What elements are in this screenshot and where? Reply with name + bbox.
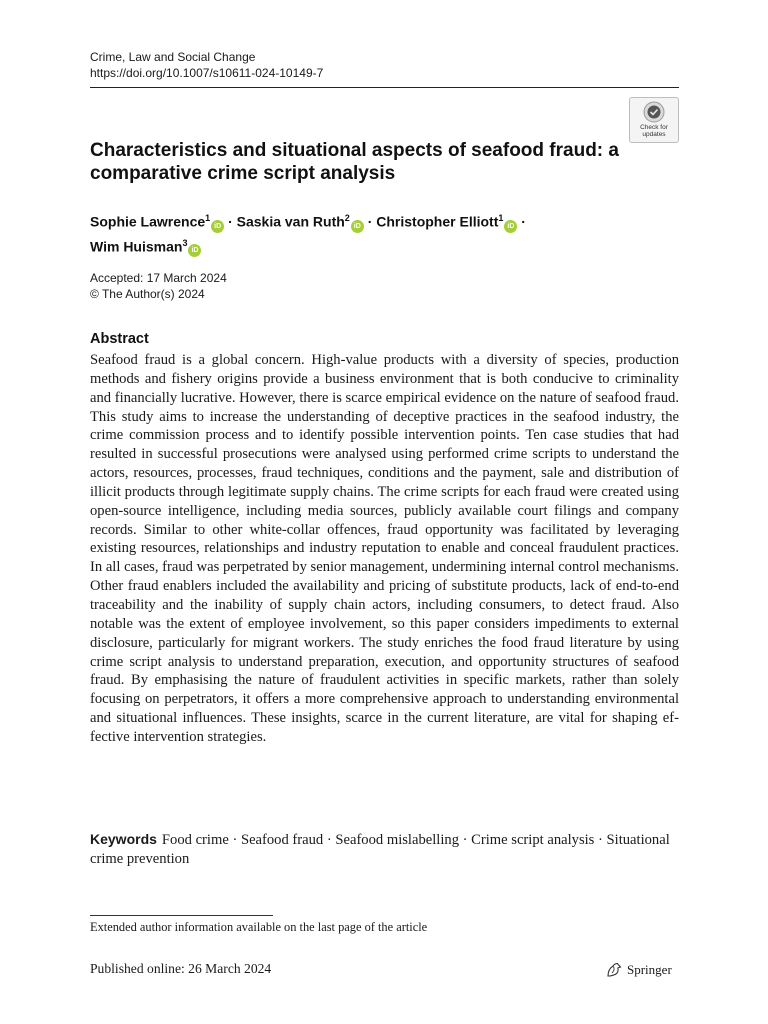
publisher-name: Springer xyxy=(627,962,672,977)
orcid-icon[interactable]: iD xyxy=(504,220,517,233)
springer-logo xyxy=(605,961,672,979)
affiliation-mark: 3 xyxy=(182,237,188,248)
author-name: Wim Huisman xyxy=(90,238,183,255)
abstract-heading: Abstract xyxy=(90,331,149,347)
article-title: Characteristics and situational aspects of seafood fraud: a comparative crime script analysis xyxy=(90,140,619,184)
orcid-icon[interactable]: iD xyxy=(188,244,201,257)
doi-link[interactable]: https://doi.org/10.1007/s10611-024-10149-7 xyxy=(90,66,324,80)
orcid-icon[interactable]: iD xyxy=(351,220,364,233)
header-rule xyxy=(90,87,679,88)
journal-name: Crime, Law and Social Change xyxy=(90,50,256,64)
footnote-rule xyxy=(90,915,273,916)
author-list xyxy=(90,208,650,257)
author-separator: · xyxy=(521,213,526,230)
check-updates-label: Check for updates xyxy=(640,124,668,138)
abstract-text: Seafood fraud is a global concern. High-value products with a diversity of species, production methods and fishery origins provide a business environment that is both conducive to criminality and financially lucrative. However, there is scarce empirical evidence on the nature of seafood fraud. This study aims to increase the understanding of deceptive practices in the seafood industry, the crime commission process and to identify possible intervention points. Ten case studies that had resulted in successful prosecutions were analysed using performed crime scripts to understand the actors, resources, processes, fraud techniques, conditions and the payment, sale and distribution of illicit products through legitimate supply chains. The crime scripts for each fraud were created using open-source intelligence, including media sources, publicly available court filings and company records. Similar to other white-collar offences, fraud opportunity was facilitated by leveraging existing resources, relationships and industry reputation to enable and conceal fraudulent practices. In all cases, fraud was perpetrated by senior management, undermining internal control mechanisms. Other fraud enablers included the availability and pricing of substitute products, lack of end-to-end traceability and the inability of supply chain actors, including consumers, to detect fraud. Also notable was the extent of employee involvement, so this paper considers impediments to external disclosure, particularly for migrant workers. The study enriches the food fraud literature by using crime script analysis to understand preparation, execution, and opportunity structures of seafood fraud. By emphasising the nature of fraudulent activities in specific markets, rather than solely focusing on perpetrators, it offers a more comprehensive approach to understanding environmental and situational influences. These insights, scarce in the current literature, are vital for shaping effective intervention strategies. xyxy=(90,352,679,745)
orcid-icon[interactable]: iD xyxy=(211,220,224,233)
author-name: Sophie Lawrence xyxy=(90,213,206,230)
accepted-date: Accepted: 17 March 2024 xyxy=(90,271,227,285)
copyright-notice: © The Author(s) 2024 xyxy=(90,287,205,301)
journal-header xyxy=(90,49,323,81)
check-for-updates-badge[interactable] xyxy=(629,97,679,143)
keywords-block xyxy=(90,830,679,869)
article-dates xyxy=(90,270,227,302)
affiliation-mark: 1 xyxy=(205,213,211,223)
affiliation-mark: 1 xyxy=(498,213,504,223)
check-updates-icon xyxy=(643,101,665,123)
author-separator: · xyxy=(228,213,233,230)
keywords-label: Keywords xyxy=(90,831,157,847)
keywords-list: Food crime · Seafood fraud · Seafood mislabelling · Crime script analysis · Situational crime prevention xyxy=(90,832,670,867)
author-name: Saskia van Ruth xyxy=(236,213,345,230)
footnote: Extended author information available on the last page of the article xyxy=(90,920,428,934)
springer-horse-icon xyxy=(605,962,623,978)
published-online: Published online: 26 March 2024 xyxy=(90,961,272,976)
author-separator: · xyxy=(367,213,373,230)
author-name: Christopher Elliott xyxy=(376,213,499,230)
affiliation-mark: 2 xyxy=(344,213,350,223)
